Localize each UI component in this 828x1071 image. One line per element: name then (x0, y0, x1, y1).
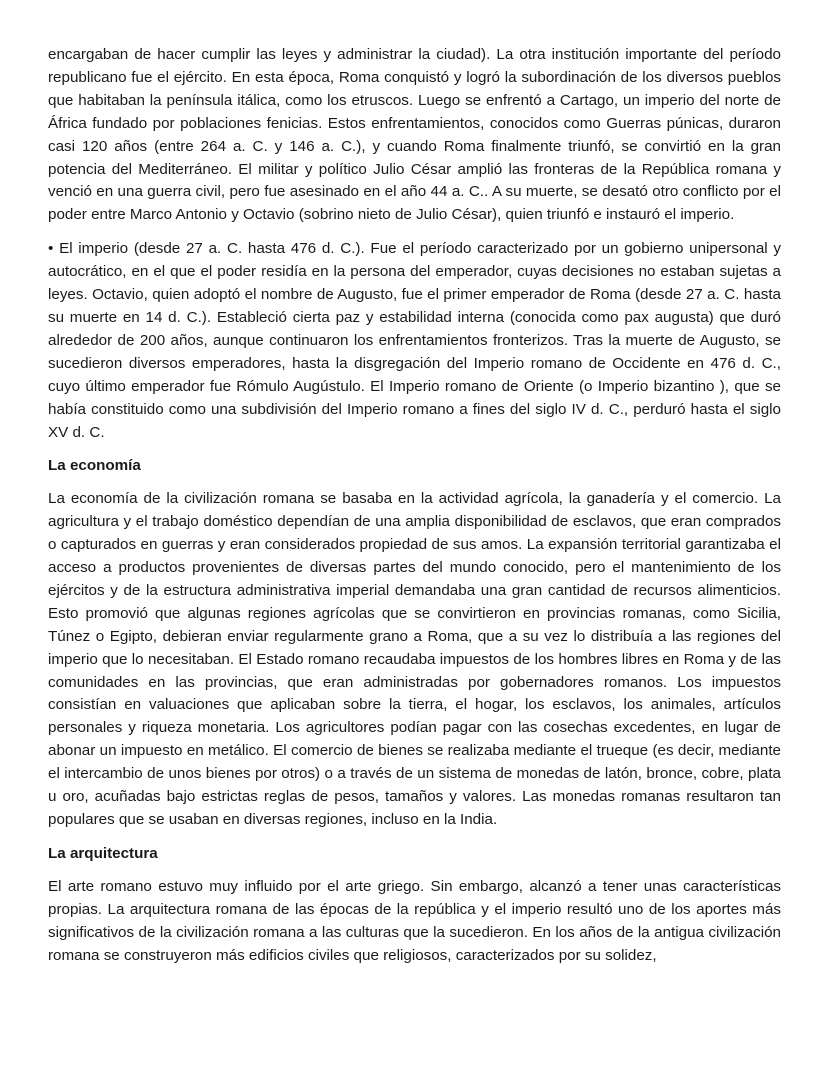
heading-economy: La economía (48, 457, 141, 475)
paragraph-empire: El imperio (desde 27 a. C. hasta 476 d. C.). Fue el período caracterizado por un gobierno unipersonal y autocrático, en el que el poder residía en la persona del emperador, cuyas decisiones no estaban sujetas a leyes. Octavio, quien adoptó el nombre de Augusto, fue el primer emperador de Roma (desde 27 a. C. hasta su muerte en 14 d. C.). Estableció cierta paz y estabilidad interna (conocida como pax augusta) que duró alrededor de 200 años, aunque continuaron los enfrentamientos fronterizos. Tras la muerte de Augusto, se sucedieron diversos emperadores, hasta la disgregación del Imperio romano de Occidente en 476 d. C., cuyo último emperador fue Rómulo Augústulo. El Imperio romano de Oriente (o Imperio bizantino ), que se había constituido como una subdivisión del Imperio romano a fines del siglo IV d. C., perduró hasta el siglo XV d. C. (48, 240, 781, 441)
paragraph-economy: La economía de la civilización romana se basaba en la actividad agrícola, la ganadería y el comercio. La agricultura y el trabajo doméstico dependían de una amplia disponibilidad de esclavos, que eran comprados o capturados en guerras y eran considerados propiedad de sus amos. La expansión territorial garantizaba el acceso a productos provenientes de diversas partes del mundo conocido, pero el mantenimiento de los ejércitos y de la estructura administrativa imperial demandaba una gran cantidad de recursos alimenticios. Esto promovió que algunas regiones agrícolas que se convirtieron en provincias romanas, como Sicilia, Túnez o Egipto, debieran enviar regularmente grano a Roma, que a su vez lo distribuía a las regiones del imperio que lo necesitaban. El Estado romano recaudaba impuestos de los hombres libres en Roma y de las comunidades en las provincias, que eran administradas por gobernadores romanos. Los impuestos consistían en valuaciones que aplicaban sobre la tierra, el hogar, los esclavos, los animales, artículos personales y riqueza monetaria. Los agricultores podían pagar con las cosechas excedentes, en lugar de abonar un impuesto en metálico. El comercio de bienes se realizaba mediante el trueque (es decir, mediante el intercambio de unos bienes por otros) o a través de un sistema de monedas de latón, bronce, cobre, plata u oro, acuñadas bajo estrictas reglas de pesos, tamaños y valores. Las monedas romanas resultaron tan populares que se usaban en diversas regiones, incluso en la India. (48, 490, 781, 828)
bullet-icon: • (48, 240, 54, 258)
paragraph-republic-continued: encargaban de hacer cumplir las leyes y administrar la ciudad). La otra institución importante del período republicano fue el ejército. En esta época, Roma conquistó y logró la subordinación de los diversos pueblos que habitaban la península itálica, como los etruscos. Luego se enfrentó a Cartago, un imperio del norte de África fundado por poblaciones fenicias. Estos enfrentamientos, conocidos como Guerras púnicas, duraron casi 120 años (entre 264 a. C. y 146 a. C.), y cuando Roma finalmente triunfó, se convirtió en la gran potencia del Mediterráneo. El militar y político Julio César amplió las fronteras de la República romana y venció en una guerra civil, pero fue asesinado en el año 44 a. C.. A su muerte, se desató otro conflicto por el poder entre Marco Antonio y Octavio (sobrino nieto de Julio César), quien triunfó e instauró el imperio. (48, 46, 781, 224)
paragraph-architecture: El arte romano estuvo muy influido por el arte griego. Sin embargo, alcanzó a tener unas características propias. La arquitectura romana de las épocas de la república y el imperio resultó uno de los aportes más significativos de la civilización romana a las culturas que la sucedieron. En los años de la antigua civilización romana se construyeron más edificios civiles que religiosos, caracterizados por su solidez, (48, 877, 781, 964)
heading-architecture: La arquitectura (48, 844, 158, 862)
bullet-item-empire (48, 238, 781, 444)
document-page (48, 44, 781, 978)
